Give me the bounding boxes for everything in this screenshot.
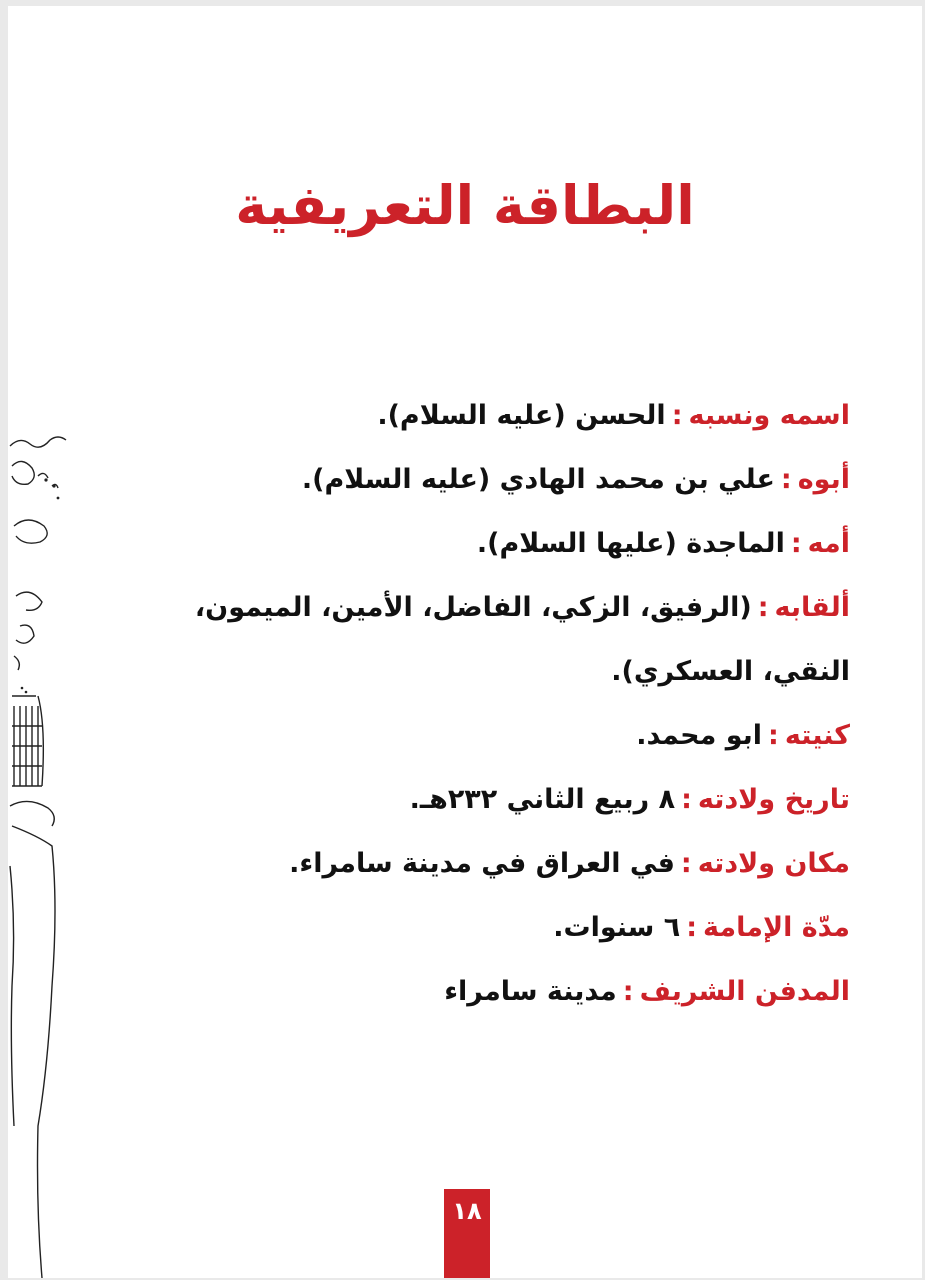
entry-label: اسمه ونسبه: [688, 400, 850, 431]
page-number: ١٨: [452, 1197, 482, 1225]
entry-titles: [170, 576, 850, 704]
entry-separator: :: [622, 976, 634, 1007]
entry-value: في العراق في مدينة سامراء.: [289, 848, 675, 879]
decorative-sketch-illustration: [8, 426, 78, 1278]
entry-label: مدّة الإمامة: [703, 912, 850, 943]
entry-name-lineage: [170, 384, 850, 448]
entry-label: أبوه: [797, 464, 850, 495]
page-number-badge: [444, 1189, 490, 1278]
entry-value: الحسن (عليه السلام).: [377, 400, 666, 431]
page-title: البطاقة التعريفية: [235, 174, 695, 237]
entry-burial-place: [170, 960, 850, 1024]
entry-separator: :: [780, 464, 792, 495]
identity-card-list: [170, 384, 850, 1024]
entry-separator: :: [768, 720, 779, 751]
entry-separator: :: [790, 528, 802, 559]
entry-separator: :: [671, 400, 683, 431]
entry-separator: :: [681, 784, 692, 815]
entry-label: ألقابه: [774, 592, 850, 623]
entry-separator: :: [686, 912, 698, 943]
entry-label: تاريخ ولادته: [697, 784, 850, 815]
entry-birth-date: [170, 768, 850, 832]
entry-birth-place: [170, 832, 850, 896]
entry-father: [170, 448, 850, 512]
entry-separator: :: [757, 592, 769, 623]
entry-value: ٦ سنوات.: [553, 912, 681, 943]
entry-label: مكان ولادته: [697, 848, 850, 879]
entry-value: الماجدة (عليها السلام).: [476, 528, 785, 559]
entry-value: (الرفيق، الزكي، الفاضل، الأمين، الميمون، النقي، العسكري).: [194, 592, 850, 687]
entry-separator: :: [680, 848, 692, 879]
entry-label: المدفن الشريف: [639, 976, 850, 1007]
entry-kunya: [170, 704, 850, 768]
entry-value: مدينة سامراء: [444, 976, 617, 1007]
book-page: [8, 6, 922, 1278]
entry-value: علي بن محمد الهادي (عليه السلام).: [301, 464, 775, 495]
entry-mother: [170, 512, 850, 576]
entry-value: ابو محمد.: [636, 720, 763, 751]
entry-label: أمه: [807, 528, 850, 559]
entry-label: كنيته: [784, 720, 850, 751]
entry-value: ٨ ربيع الثاني ٢٣٢هـ.: [409, 784, 676, 815]
entry-imamate-duration: [170, 896, 850, 960]
